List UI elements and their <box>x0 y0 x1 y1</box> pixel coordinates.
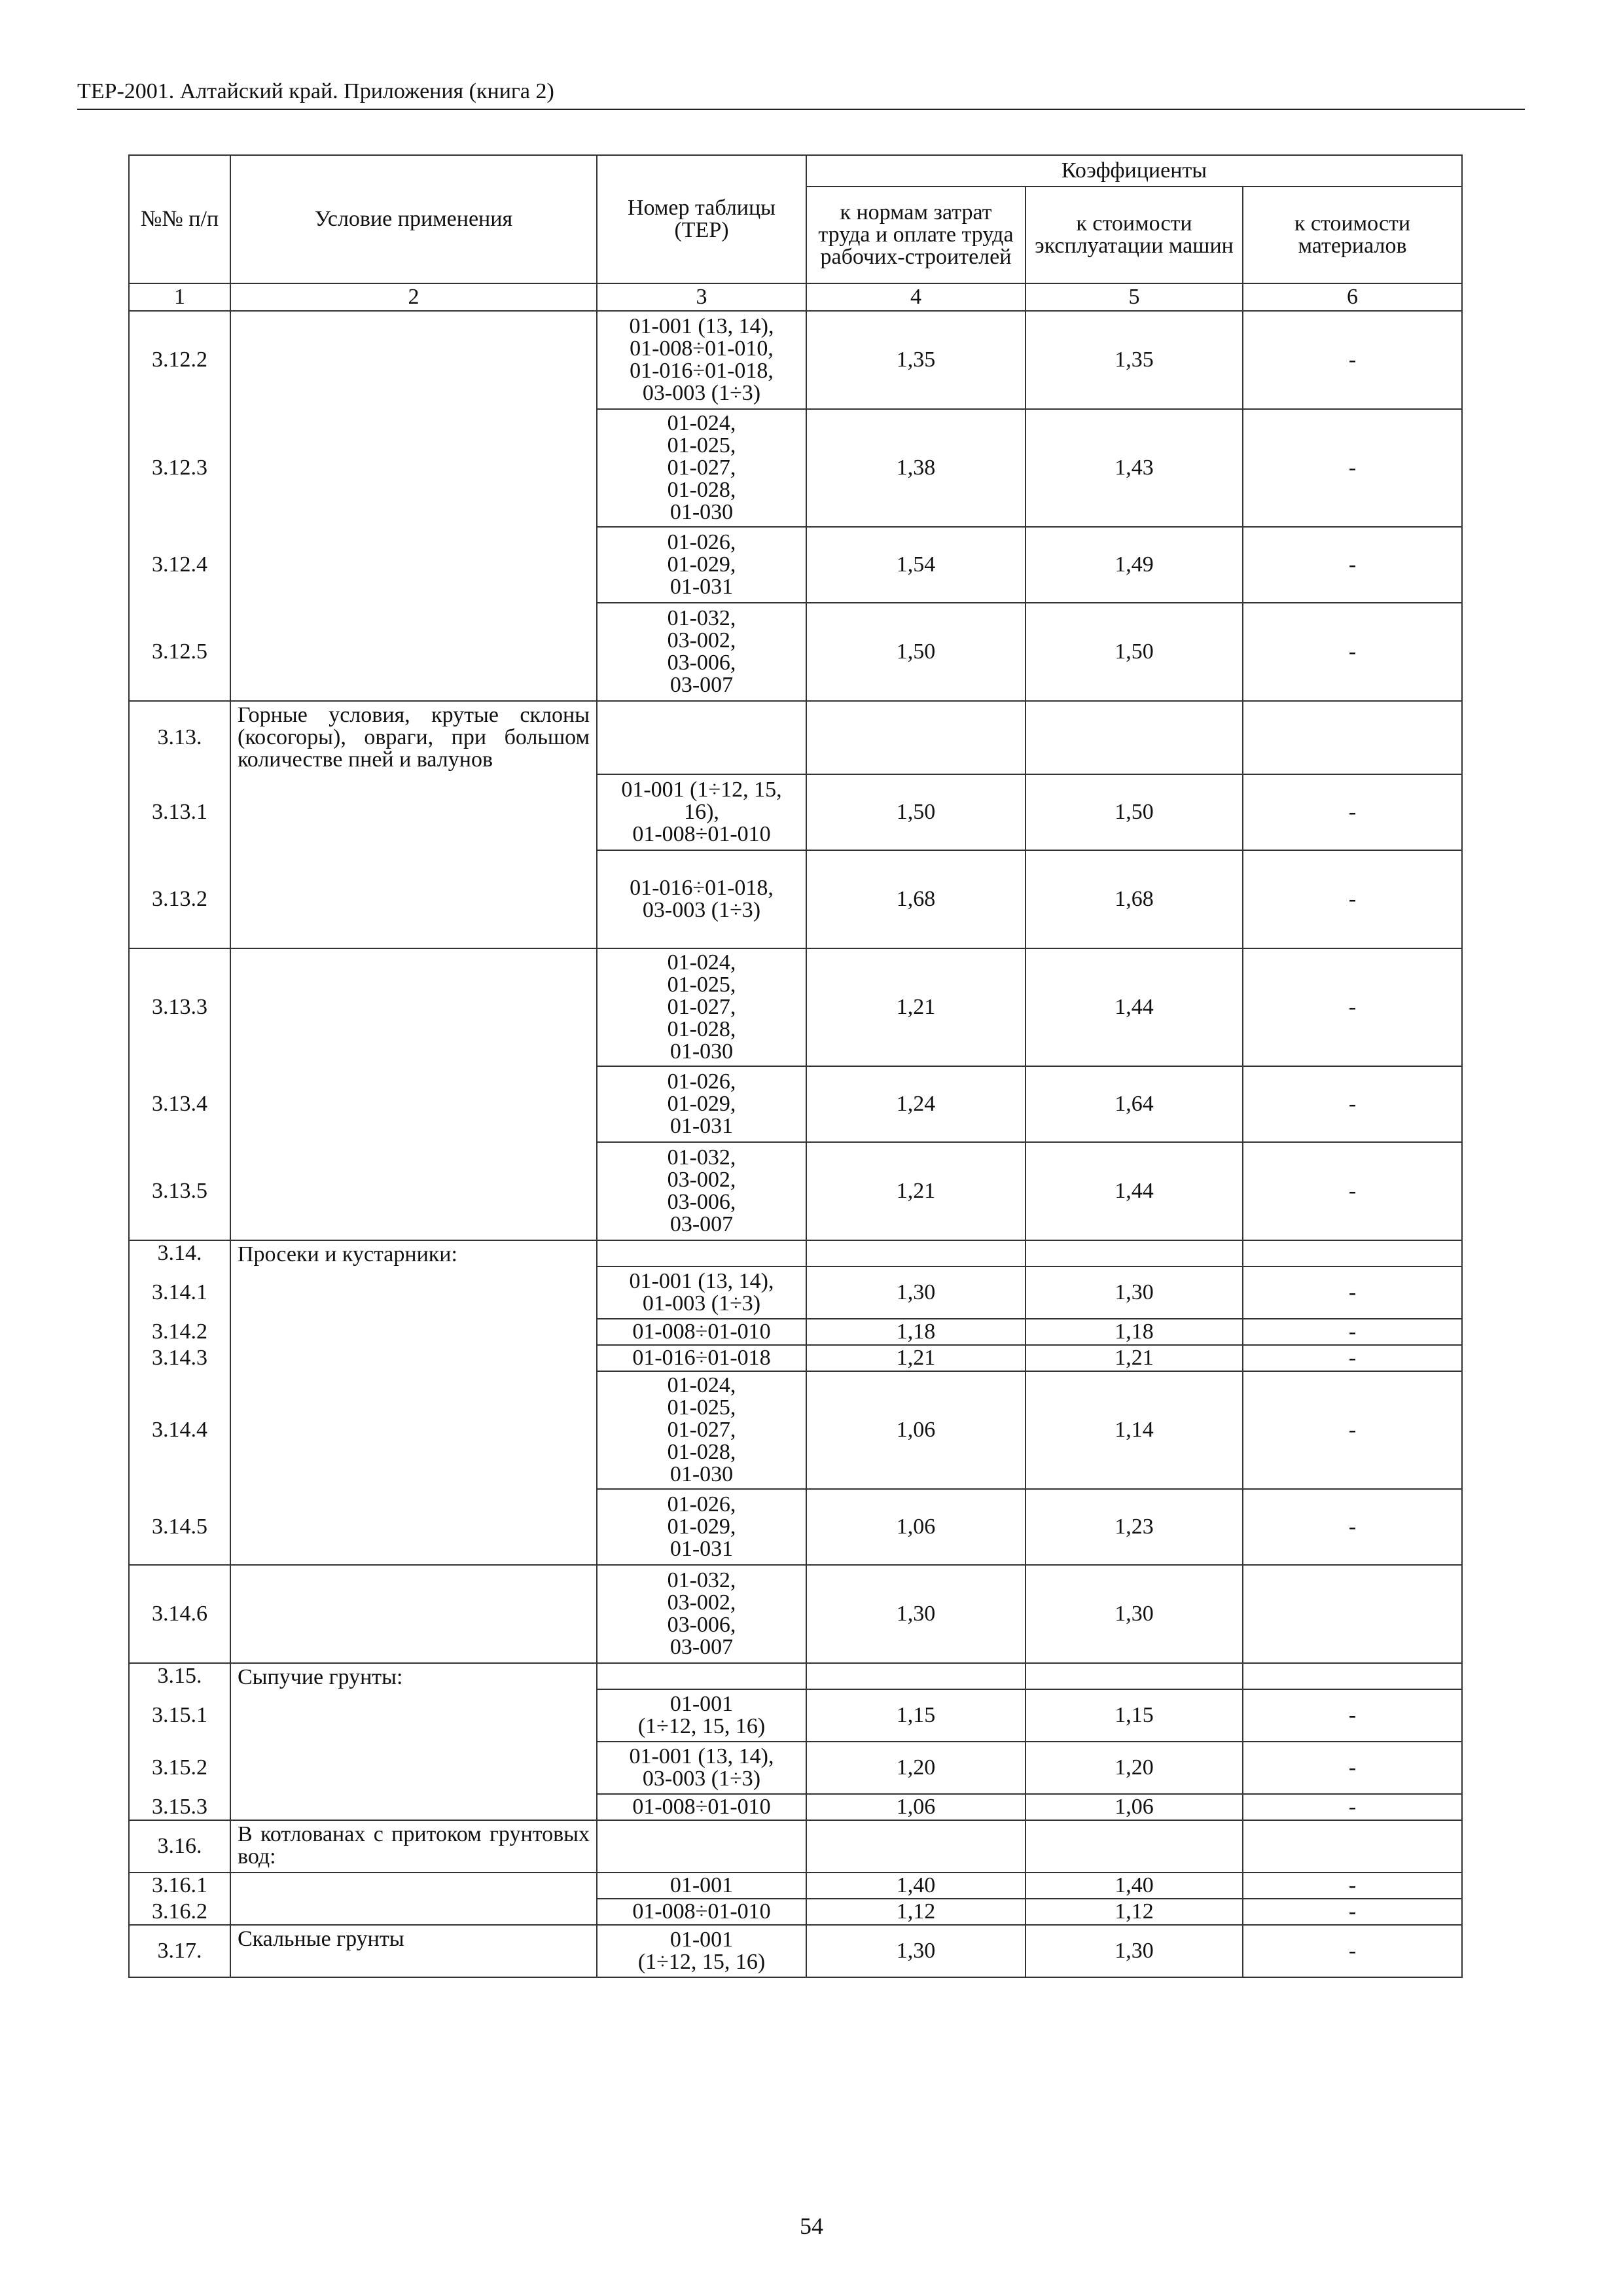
table-number-cell: 01-001 (13, 14), 01-003 (1÷3) <box>597 1266 806 1319</box>
header-machines: к стоимости эксплуатации машин <box>1026 187 1243 283</box>
labor-coef-cell: 1,50 <box>806 603 1026 701</box>
table-row <box>129 409 1462 527</box>
materials-coef-cell: - <box>1243 1873 1462 1899</box>
row-number: 3.14.3 <box>129 1345 230 1371</box>
table-row <box>129 1742 1462 1794</box>
labor-coef-cell: 1,21 <box>806 1142 1026 1240</box>
table-row <box>129 311 1462 409</box>
table-row <box>129 701 1462 774</box>
machines-coef-cell: 1,44 <box>1026 948 1243 1066</box>
materials-coef-cell <box>1243 1565 1462 1663</box>
table-number-cell: 01-024, 01-025, 01-027, 01-028, 01-030 <box>597 1371 806 1489</box>
row-number: 3.14.4 <box>129 1371 230 1489</box>
table-row <box>129 948 1462 1066</box>
row-number: 3.16. <box>129 1820 230 1873</box>
row-number: 3.12.5 <box>129 603 230 701</box>
condition-cell <box>230 1066 597 1142</box>
table-row <box>129 774 1462 850</box>
header-materials: к стоимости материалов <box>1243 187 1462 283</box>
table-row <box>129 603 1462 701</box>
labor-coef-cell: 1,21 <box>806 1345 1026 1371</box>
table-number-cell <box>597 701 806 774</box>
labor-coef-cell: 1,50 <box>806 774 1026 850</box>
table-row <box>129 1319 1462 1345</box>
materials-coef-cell: - <box>1243 1742 1462 1794</box>
materials-coef-cell: - <box>1243 527 1462 603</box>
table-number-cell: 01-008÷01-010 <box>597 1794 806 1820</box>
table-row <box>129 1142 1462 1240</box>
header-labor: к нормам затрат труда и оплате труда рабочих-строителей <box>806 187 1026 283</box>
materials-coef-cell: - <box>1243 1066 1462 1142</box>
condition-cell <box>230 1742 597 1794</box>
labor-coef-cell: 1,06 <box>806 1794 1026 1820</box>
row-number: 3.13.1 <box>129 774 230 850</box>
labor-coef-cell: 1,06 <box>806 1371 1026 1489</box>
labor-coef-cell: 1,40 <box>806 1873 1026 1899</box>
table-number-cell: 01-001 (13, 14), 01-008÷01-010, 01-016÷01-018, 03-003 (1÷3) <box>597 311 806 409</box>
page-number: 54 <box>800 2213 823 2239</box>
condition-cell <box>230 1142 597 1240</box>
materials-coef-cell: - <box>1243 1489 1462 1565</box>
table-row <box>129 1663 1462 1689</box>
condition-cell <box>230 1873 597 1899</box>
materials-coef-cell <box>1243 1240 1462 1266</box>
materials-coef-cell: - <box>1243 1689 1462 1742</box>
labor-coef-cell <box>806 1240 1026 1266</box>
machines-coef-cell: 1,14 <box>1026 1371 1243 1489</box>
table-number-cell <box>597 1240 806 1266</box>
header-table-number: Номер таблицы (ТЕР) <box>597 155 806 283</box>
header-coefficients: Коэффициенты <box>806 155 1462 187</box>
machines-coef-cell: 1,40 <box>1026 1873 1243 1899</box>
machines-coef-cell: 1,18 <box>1026 1319 1243 1345</box>
condition-cell <box>230 603 597 701</box>
table-number-cell: 01-026, 01-029, 01-031 <box>597 1066 806 1142</box>
labor-coef-cell: 1,18 <box>806 1319 1026 1345</box>
table-number-cell: 01-001 (1÷12, 15, 16), 01-008÷01-010 <box>597 774 806 850</box>
labor-coef-cell: 1,24 <box>806 1066 1026 1142</box>
row-number: 3.12.3 <box>129 409 230 527</box>
table-row <box>129 1240 1462 1266</box>
row-number: 3.16.2 <box>129 1899 230 1925</box>
machines-coef-cell: 1,35 <box>1026 311 1243 409</box>
condition-cell <box>230 1489 597 1565</box>
labor-coef-cell: 1,54 <box>806 527 1026 603</box>
table-row <box>129 1371 1462 1489</box>
row-number: 3.13. <box>129 701 230 774</box>
col-index: 6 <box>1243 283 1462 311</box>
row-number: 3.14.5 <box>129 1489 230 1565</box>
labor-coef-cell <box>806 1820 1026 1873</box>
machines-coef-cell: 1,06 <box>1026 1794 1243 1820</box>
col-index: 3 <box>597 283 806 311</box>
materials-coef-cell: - <box>1243 603 1462 701</box>
table-number-cell <box>597 1663 806 1689</box>
materials-coef-cell: - <box>1243 774 1462 850</box>
condition-cell: Сыпучие грунты: <box>230 1663 597 1689</box>
materials-coef-cell: - <box>1243 1345 1462 1371</box>
materials-coef-cell <box>1243 1663 1462 1689</box>
table-number-cell: 01-008÷01-010 <box>597 1319 806 1345</box>
machines-coef-cell: 1,43 <box>1026 409 1243 527</box>
col-index: 4 <box>806 283 1026 311</box>
table-number-cell <box>597 1820 806 1873</box>
condition-cell <box>230 1794 597 1820</box>
table-number-cell: 01-008÷01-010 <box>597 1899 806 1925</box>
header-num: №№ п/п <box>129 155 230 283</box>
table-number-cell: 01-032, 03-002, 03-006, 03-007 <box>597 603 806 701</box>
row-number: 3.12.4 <box>129 527 230 603</box>
materials-coef-cell: - <box>1243 1371 1462 1489</box>
row-number: 3.13.3 <box>129 948 230 1066</box>
table-number-cell: 01-032, 03-002, 03-006, 03-007 <box>597 1565 806 1663</box>
machines-coef-cell: 1,49 <box>1026 527 1243 603</box>
table-number-cell: 01-001 <box>597 1873 806 1899</box>
condition-cell <box>230 1345 597 1371</box>
table-number-cell: 01-024, 01-025, 01-027, 01-028, 01-030 <box>597 948 806 1066</box>
labor-coef-cell: 1,21 <box>806 948 1026 1066</box>
labor-coef-cell: 1,30 <box>806 1266 1026 1319</box>
row-number: 3.15. <box>129 1663 230 1689</box>
col-index: 2 <box>230 283 597 311</box>
condition-cell <box>230 527 597 603</box>
row-number: 3.15.2 <box>129 1742 230 1794</box>
labor-coef-cell: 1,20 <box>806 1742 1026 1794</box>
condition-cell <box>230 1899 597 1925</box>
labor-coef-cell <box>806 1663 1026 1689</box>
condition-cell <box>230 1565 597 1663</box>
row-number: 3.15.1 <box>129 1689 230 1742</box>
machines-coef-cell: 1,64 <box>1026 1066 1243 1142</box>
materials-coef-cell: - <box>1243 948 1462 1066</box>
row-number: 3.13.2 <box>129 850 230 948</box>
table-row <box>129 1266 1462 1319</box>
condition-cell <box>230 311 597 409</box>
labor-coef-cell: 1,68 <box>806 850 1026 948</box>
machines-coef-cell: 1,15 <box>1026 1689 1243 1742</box>
row-number: 3.14. <box>129 1240 230 1266</box>
condition-cell: Просеки и кустарники: <box>230 1240 597 1266</box>
condition-cell <box>230 774 597 850</box>
row-number: 3.13.4 <box>129 1066 230 1142</box>
condition-cell <box>230 850 597 948</box>
table-row <box>129 1873 1462 1899</box>
table-number-cell: 01-001 (1÷12, 15, 16) <box>597 1689 806 1742</box>
labor-coef-cell: 1,12 <box>806 1899 1026 1925</box>
condition-cell <box>230 1266 597 1319</box>
running-header: ТЕР-2001. Алтайский край. Приложения (книга 2) <box>77 77 1525 110</box>
labor-coef-cell: 1,38 <box>806 409 1026 527</box>
row-number: 3.14.2 <box>129 1319 230 1345</box>
materials-coef-cell: - <box>1243 1925 1462 1977</box>
labor-coef-cell: 1,30 <box>806 1565 1026 1663</box>
machines-coef-cell: 1,68 <box>1026 850 1243 948</box>
table-row <box>129 850 1462 948</box>
col-index: 1 <box>129 283 230 311</box>
labor-coef-cell <box>806 701 1026 774</box>
machines-coef-cell: 1,44 <box>1026 1142 1243 1240</box>
materials-coef-cell: - <box>1243 1899 1462 1925</box>
condition-cell: В котлованах с притоком грунтовых вод: <box>230 1820 597 1873</box>
labor-coef-cell: 1,06 <box>806 1489 1026 1565</box>
machines-coef-cell <box>1026 1240 1243 1266</box>
labor-coef-cell: 1,35 <box>806 311 1026 409</box>
table-number-cell: 01-026, 01-029, 01-031 <box>597 1489 806 1565</box>
machines-coef-cell: 1,21 <box>1026 1345 1243 1371</box>
table-number-cell: 01-032, 03-002, 03-006, 03-007 <box>597 1142 806 1240</box>
col-index: 5 <box>1026 283 1243 311</box>
row-number: 3.13.5 <box>129 1142 230 1240</box>
machines-coef-cell: 1,30 <box>1026 1565 1243 1663</box>
materials-coef-cell <box>1243 701 1462 774</box>
machines-coef-cell: 1,20 <box>1026 1742 1243 1794</box>
machines-coef-cell: 1,50 <box>1026 774 1243 850</box>
row-number: 3.17. <box>129 1925 230 1977</box>
row-number: 3.14.1 <box>129 1266 230 1319</box>
table-number-cell: 01-016÷01-018, 03-003 (1÷3) <box>597 850 806 948</box>
table-number-cell: 01-001 (1÷12, 15, 16) <box>597 1925 806 1977</box>
condition-cell <box>230 948 597 1066</box>
materials-coef-cell: - <box>1243 850 1462 948</box>
table-row <box>129 1925 1462 1977</box>
coefficients-table <box>128 154 1463 1978</box>
materials-coef-cell <box>1243 1820 1462 1873</box>
labor-coef-cell: 1,15 <box>806 1689 1026 1742</box>
table-row <box>129 1820 1462 1873</box>
condition-cell <box>230 409 597 527</box>
table-number-cell: 01-001 (13, 14), 03-003 (1÷3) <box>597 1742 806 1794</box>
table-row <box>129 1066 1462 1142</box>
table-row <box>129 1565 1462 1663</box>
condition-cell: Скальные грунты <box>230 1925 597 1977</box>
materials-coef-cell: - <box>1243 1266 1462 1319</box>
machines-coef-cell: 1,12 <box>1026 1899 1243 1925</box>
machines-coef-cell: 1,50 <box>1026 603 1243 701</box>
materials-coef-cell: - <box>1243 1142 1462 1240</box>
condition-cell: Горные условия, крутые склоны (косогоры), овраги, при большом количестве пней и валунов <box>230 701 597 774</box>
row-number: 3.15.3 <box>129 1794 230 1820</box>
condition-cell <box>230 1689 597 1742</box>
row-number: 3.14.6 <box>129 1565 230 1663</box>
materials-coef-cell: - <box>1243 311 1462 409</box>
condition-cell <box>230 1319 597 1345</box>
materials-coef-cell: - <box>1243 1319 1462 1345</box>
row-number: 3.12.2 <box>129 311 230 409</box>
materials-coef-cell: - <box>1243 409 1462 527</box>
table-row <box>129 1794 1462 1820</box>
table-row <box>129 1489 1462 1565</box>
machines-coef-cell: 1,23 <box>1026 1489 1243 1565</box>
machines-coef-cell <box>1026 701 1243 774</box>
labor-coef-cell: 1,30 <box>806 1925 1026 1977</box>
machines-coef-cell: 1,30 <box>1026 1925 1243 1977</box>
row-number: 3.16.1 <box>129 1873 230 1899</box>
table-body <box>129 311 1462 1977</box>
table-row <box>129 1689 1462 1742</box>
table-number-cell: 01-026, 01-029, 01-031 <box>597 527 806 603</box>
machines-coef-cell <box>1026 1663 1243 1689</box>
table-row <box>129 1345 1462 1371</box>
table-row <box>129 527 1462 603</box>
condition-cell <box>230 1371 597 1489</box>
header-condition: Условие применения <box>230 155 597 283</box>
table-row <box>129 1899 1462 1925</box>
machines-coef-cell: 1,30 <box>1026 1266 1243 1319</box>
machines-coef-cell <box>1026 1820 1243 1873</box>
table-number-cell: 01-016÷01-018 <box>597 1345 806 1371</box>
table-number-cell: 01-024, 01-025, 01-027, 01-028, 01-030 <box>597 409 806 527</box>
materials-coef-cell: - <box>1243 1794 1462 1820</box>
